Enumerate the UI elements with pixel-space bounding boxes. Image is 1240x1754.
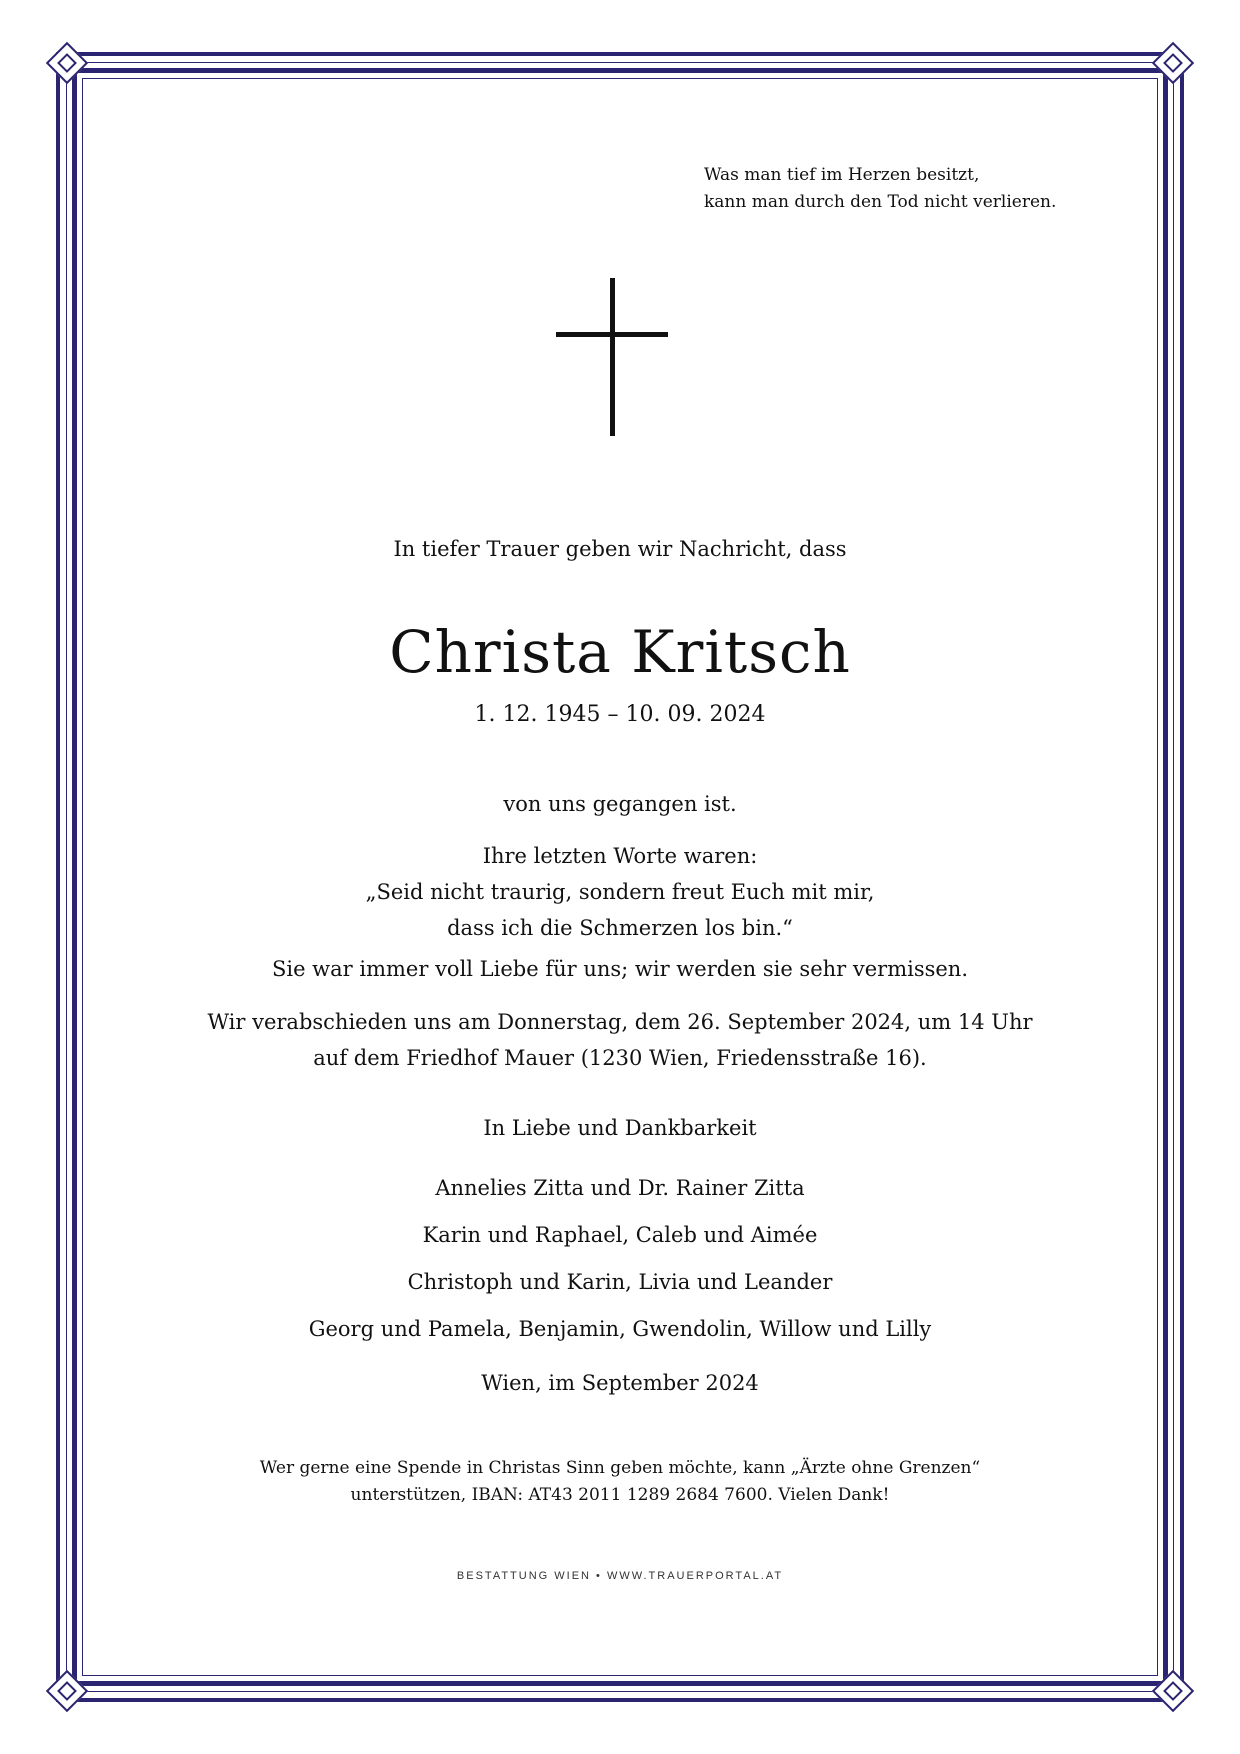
motto-line: Was man tief im Herzen besitzt, [704, 165, 980, 185]
cross-vertical-bar [610, 278, 615, 436]
donation-note [100, 1455, 1140, 1509]
deceased-name: Christa Kritsch [389, 618, 851, 686]
footer-credit: BESTATTUNG WIEN • WWW.TRAUERPORTAL.AT [456, 1570, 784, 1582]
last-words-block [100, 838, 1140, 946]
mourner-entry: Georg und Pamela, Benjamin, Gwendolin, Willow und Lilly [308, 1317, 932, 1341]
place-and-date: Wien, im September 2024 [481, 1371, 759, 1395]
obituary-notice [100, 100, 1140, 1660]
motto-line: kann man durch den Tod nicht verlieren. [704, 192, 1057, 212]
mourner-entry: Christoph und Karin, Livia und Leander [407, 1270, 833, 1294]
last-words-quote: „Seid nicht traurig, sondern freut Euch mit mir, [365, 880, 875, 904]
cross-horizontal-bar [556, 332, 668, 337]
last-words-quote: dass ich die Schmerzen los bin.“ [447, 916, 793, 940]
donation-line: unterstützen, IBAN: AT43 2011 1289 2684 7600. Vielen Dank! [350, 1485, 890, 1505]
motto-quote [704, 162, 1064, 216]
ceremony-date: Wir verabschieden uns am Donnerstag, dem 26. September 2024, um 14 Uhr [207, 1010, 1033, 1034]
ceremony-details [100, 1004, 1140, 1076]
ceremony-location: auf dem Friedhof Mauer (1230 Wien, Friedensstraße 16). [313, 1046, 927, 1070]
mourner-entry: Annelies Zitta und Dr. Rainer Zitta [435, 1176, 805, 1200]
life-dates: 1. 12. 1945 – 10. 09. 2024 [474, 702, 766, 727]
intro-line: In tiefer Trauer geben wir Nachricht, dass [393, 537, 847, 561]
mourner-entry: Karin und Raphael, Caleb und Aimée [422, 1223, 818, 1247]
gratitude-line: In Liebe und Dankbarkeit [483, 1116, 757, 1140]
latin-cross-icon [556, 278, 668, 436]
tribute-line: Sie war immer voll Liebe für uns; wir werden sie sehr vermissen. [271, 957, 969, 981]
donation-line: Wer gerne eine Spende in Christas Sinn geben möchte, kann „Ärzte ohne Grenzen“ [259, 1458, 981, 1478]
mourners-list [100, 1165, 1140, 1353]
passed-away-line: von uns gegangen ist. [503, 792, 737, 816]
last-words-intro: Ihre letzten Worte waren: [482, 844, 758, 868]
